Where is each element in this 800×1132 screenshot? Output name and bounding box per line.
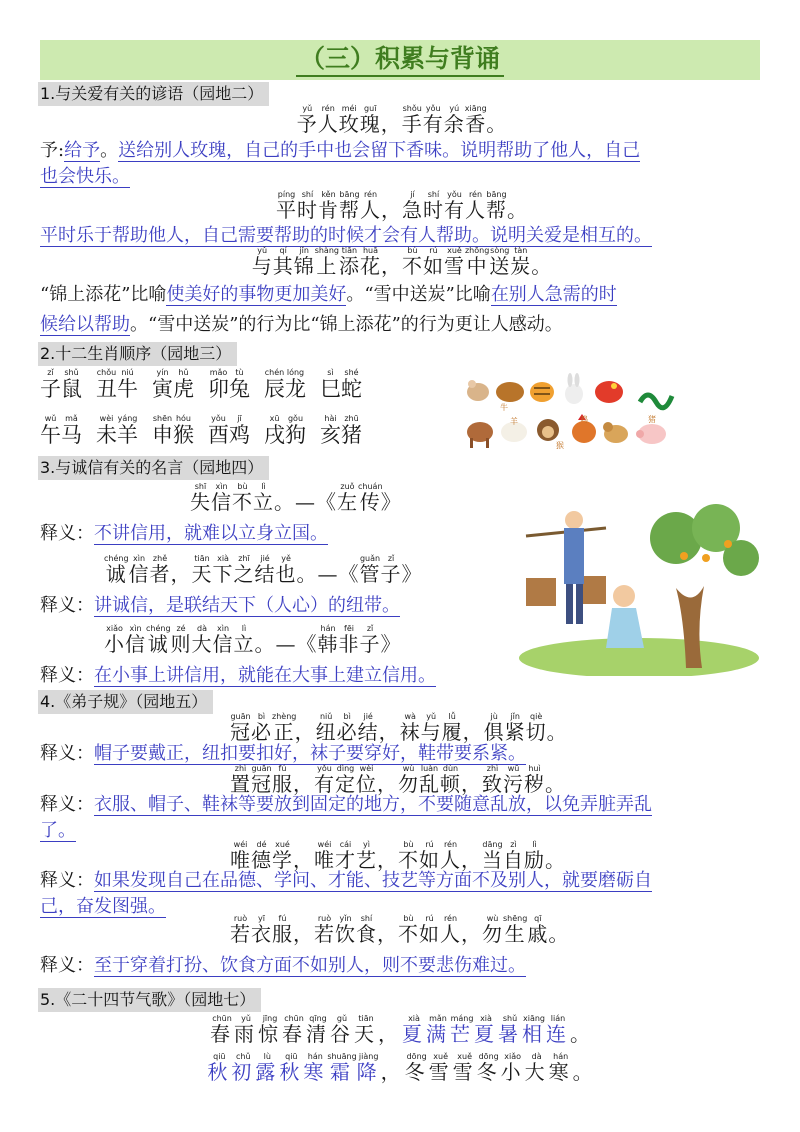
- quote-3-text: 小xiǎo信xìn诚chéng则zé大dà信xìn立lì。: [104, 624, 276, 656]
- explain-2b: 了。: [40, 820, 76, 841]
- verse-3-text: 唯wéi德dé学xué，唯wéi才cái艺yì，不bù如rú人rén，当dāng自zì励lì。: [230, 840, 566, 872]
- verse-4-explanation: [40, 952, 764, 980]
- zodiac-pair: 午wǔ马mǎ: [40, 414, 82, 447]
- explain-label: 释义：: [40, 743, 94, 764]
- note-text-b: 也会快乐。: [40, 166, 130, 187]
- note-text-a: 送给别人玫瑰，自己的手中也会留下香味。说明帮助了他人，自己: [118, 140, 641, 161]
- rat-icon: [467, 380, 489, 401]
- zodiac-pair: 戌xū狗gǒu: [264, 414, 306, 447]
- zodiac-pair: 酉yǒu鸡jī: [208, 414, 250, 447]
- section-heading-1: 1.与关爱有关的谚语（园地二）: [38, 82, 269, 106]
- quote-1-end: 》: [380, 490, 402, 514]
- zodiac-pair: 申shēn猴hóu: [152, 414, 194, 447]
- zodiac-pair: 未wèi羊yáng: [96, 414, 138, 447]
- proverb-3: [40, 246, 764, 280]
- title-bar: [40, 40, 760, 80]
- poem-line-1-end: 。: [570, 1022, 594, 1046]
- explain-3-part-2: 。“雪中送炭”比喻: [346, 284, 491, 305]
- svg-text:牛: 牛: [500, 403, 508, 412]
- verse-3-explanation: [40, 868, 764, 920]
- poem-line-2-black: ，冬dōng雪xuě雪xuě冬dōng小xiǎo大dà寒hán。: [380, 1052, 597, 1084]
- section-heading-5: 5.《二十四节气歌》（园地七）: [38, 988, 261, 1012]
- proverb-1-text: 予yǔ人rén玫méi瑰guī，手shǒu有yǒu余yú香xiāng。: [296, 104, 508, 136]
- verse-4-text: 若ruò衣yī服fú，若ruò饮yǐn食shí，不bù如rú人rén，勿wù生shēng戚qī。: [230, 914, 570, 946]
- rabbit-icon: [565, 373, 583, 404]
- proverb-2: [40, 190, 764, 224]
- poem-line-1-black: 春chūn雨yǔ惊jīng春chūn清qīng谷gǔ天tiān，: [210, 1014, 402, 1046]
- quote-2-source: 管guǎn子zǐ: [359, 554, 402, 586]
- quote-1-source: 左zuǒ传chuán: [337, 482, 383, 514]
- zodiac-row-1: [40, 368, 376, 403]
- child-figure: [606, 585, 644, 648]
- zodiac-pair: 寅yín虎hǔ: [152, 368, 194, 401]
- goat-icon: [501, 416, 527, 442]
- proverb-1-explanation: [40, 138, 764, 190]
- explain-label: 释义：: [40, 665, 94, 686]
- zodiac-pair: 巳sì蛇shé: [320, 368, 362, 401]
- quote-2: [104, 554, 524, 588]
- dragon-icon: [595, 381, 623, 403]
- monkey-icon: [537, 419, 564, 450]
- note-prefix: 予:: [40, 140, 65, 161]
- explain-label: 释义：: [40, 955, 94, 976]
- explain-3-part-3: 。“雪中送炭”的行为比“锦上添花”的行为更让人感动。: [130, 314, 563, 335]
- section-heading-3: 3.与诚信有关的名言（园地四）: [38, 456, 269, 480]
- dog-icon: [603, 422, 628, 443]
- section-heading-2: 2.十二生肖顺序（园地三）: [38, 342, 237, 366]
- explain-3-underline-2b: 候给以帮助: [40, 314, 130, 335]
- explain-label: 释义：: [40, 870, 94, 891]
- zodiac-pair: 卯mǎo兔tù: [208, 368, 250, 401]
- snake-icon: [640, 395, 672, 408]
- rooster-icon: [572, 414, 596, 443]
- quote-2-dash: —《: [317, 562, 360, 586]
- quote-1: [190, 482, 570, 516]
- story-illustration: [516, 498, 762, 676]
- quote-3-dash: —《: [275, 632, 318, 656]
- proverb-2-text: 平píng时shí肯kěn帮bāng人rén，急jí时shí有yǒu人rén帮bāng。: [276, 190, 528, 222]
- basket-left: [526, 578, 556, 606]
- pig-icon: [636, 414, 666, 444]
- horse-icon: [467, 422, 493, 448]
- zodiac-pair: 丑chǒu牛niú: [96, 368, 138, 401]
- verse-4: [230, 914, 750, 948]
- svg-text:猪: 猪: [648, 415, 656, 424]
- verse-2-explanation: [40, 792, 764, 844]
- zodiac-pair: 亥hài猪zhū: [320, 414, 362, 447]
- svg-text:鸡: 鸡: [580, 415, 588, 424]
- poem-line-1-blue: 夏xià满mǎn芒máng夏xià暑shǔ相xiāng连lián: [402, 1014, 570, 1046]
- explain-1: 帽子要戴正，纽扣要扣好，袜子要穿好，鞋带要系紧。: [94, 743, 526, 764]
- zodiac-row-1-text: [40, 368, 376, 401]
- verse-2-text: 置zhì冠guān服fú，有yǒu定dìng位wèi，勿wù乱luàn顿dùn，致zhì污wū秽huì。: [230, 764, 566, 796]
- explain-label: 释义：: [40, 794, 94, 815]
- explain-4: 至于穿着打扮、饮食方面不如别人，则不要悲伤难过。: [94, 955, 526, 976]
- explain-2: 平时乐于帮助他人，自己需要帮助的时候才会有人帮助。说明关爱是相互的。: [40, 225, 652, 246]
- zodiac-row-2-text: [40, 414, 376, 447]
- zodiac-pair: 辰chén龙lóng: [264, 368, 306, 401]
- explain-label: 释义：: [40, 595, 94, 616]
- poem-line-1: [40, 1014, 764, 1047]
- proverb-1: [40, 104, 764, 138]
- quote-3-end: 》: [380, 632, 402, 656]
- proverb-3-text: 与yǔ其qí锦jǐn上shàng添tiān花huā，不bù如rú雪xuě中zhōng送sòng炭tàn。: [251, 246, 553, 278]
- quote-2-end: 》: [401, 562, 423, 586]
- explain-3-underline-2a: 在别人急需的时: [490, 284, 617, 305]
- svg-text:猴: 猴: [556, 441, 564, 450]
- explain-3b: 己，奋发图强。: [40, 896, 166, 917]
- merchant-figure: [564, 511, 584, 624]
- explain-3-part-1: “锦上添花”比喻: [40, 284, 167, 305]
- section-heading-4: 4.《弟子规》（园地五）: [38, 690, 213, 714]
- explain-2a: 衣服、帽子、鞋袜等要放到固定的地方，不要随意乱放，以免弄脏弄乱: [94, 794, 652, 815]
- svg-text:羊: 羊: [510, 417, 518, 426]
- zodiac-pair: 子zǐ鼠shǔ: [40, 368, 82, 401]
- quote-1-dash: —《: [295, 490, 337, 514]
- page-title: （三）积累与背诵: [296, 43, 504, 77]
- zodiac-row-2: [40, 414, 376, 449]
- proverb-3-explanation: [40, 280, 764, 340]
- explain-1: 不讲信用，就难以立身立国。: [94, 523, 328, 544]
- quote-2-text: 诚chéng信xìn者zhě，天tiān下xià之zhī结jié也yě。: [104, 554, 318, 586]
- explain-3a: 如果发现自己在品德、学问、才能、技艺等方面不及别人，就要磨砺自: [94, 870, 652, 891]
- explain-3-underline-1: 使美好的事物更加美好: [166, 284, 347, 305]
- note-term: 给予: [64, 140, 101, 161]
- ox-icon: [496, 382, 524, 412]
- poem-line-2: [40, 1052, 764, 1085]
- explain-3: 在小事上讲信用，就能在大事上建立信用。: [94, 665, 436, 686]
- zodiac-animals-illustration: [464, 372, 678, 450]
- quote-3-source: 韩hán非fēi子zǐ: [317, 624, 381, 656]
- explain-label: 释义：: [40, 523, 94, 544]
- verse-1-text: 冠guān必bì正zhèng，纽niǔ必bì结jié，袜wà与yǔ履lǚ，俱jù紧jǐn切qiè。: [230, 712, 568, 744]
- poem-line-2-blue: 秋qiū初chǔ露lù秋qiū寒hán霜shuāng降jiàng: [207, 1052, 381, 1084]
- note-separator: 。: [100, 140, 119, 161]
- quote-1-text: 失shī信xìn不bù立lì。: [190, 482, 295, 514]
- quote-3: [104, 624, 524, 658]
- tiger-icon: [530, 382, 554, 402]
- explain-2: 讲诚信，是联结天下（人心）的纽带。: [94, 595, 400, 616]
